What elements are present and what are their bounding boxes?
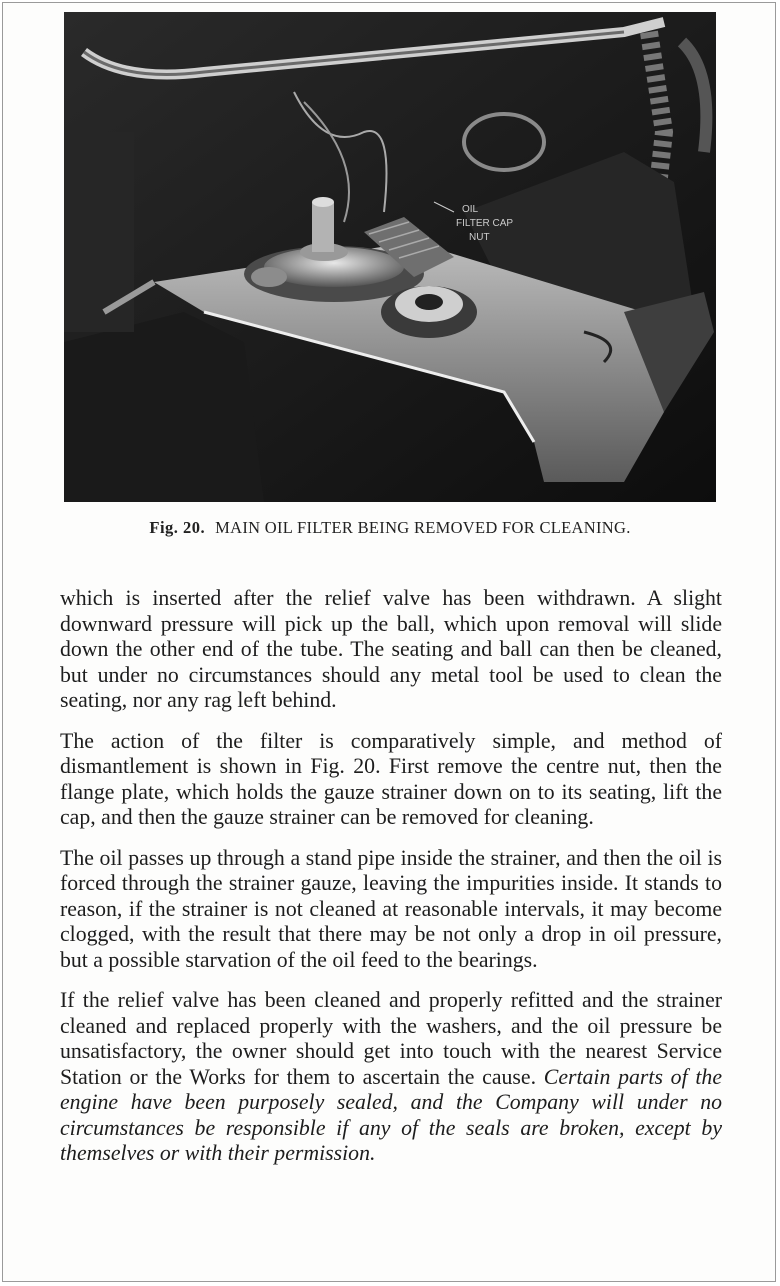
photo-label-line-3: NUT — [469, 232, 490, 243]
figure-caption-text: MAIN OIL FILTER BEING REMOVED FOR CLEANING. — [215, 518, 631, 537]
paragraph-4-italic: Certain parts of the engine have been purposely sealed, and the Company will under no circumstances be responsible if any of the seals are broken, except by themselves or with their permission. — [60, 1064, 722, 1165]
body-text — [60, 586, 722, 1182]
figure-label: Fig. 20. — [149, 518, 206, 537]
photo-label-line-1: OIL — [462, 204, 479, 215]
photo-label-line-2: FILTER CAP — [456, 218, 514, 229]
paragraph-1 — [60, 586, 722, 714]
paragraph-1-text: which is inserted after the relief valve has been withdrawn. A slight downward pressure will pick up the ball, which upon removal will slide down the other end of the tube. The seating and ball can then be cleaned, but under no circumstances should any metal tool be used to clean the seating, nor any rag left behind. — [60, 586, 722, 712]
paragraph-3 — [60, 846, 722, 974]
paragraph-2 — [60, 729, 722, 831]
figure-caption — [0, 518, 780, 538]
paragraph-2-text: The action of the filter is comparatively simple, and method of dismantlement is shown in Fig. 20. First remove the centre nut, then the flange plate, which holds the gauze strainer down on to its seating, lift the cap, and then the gauze strainer can be removed for cleaning. — [60, 728, 722, 829]
paragraph-4 — [60, 988, 722, 1167]
engine-photo — [64, 12, 716, 502]
paragraph-4-text: If the relief valve has been cleaned and properly refitted and the strainer cleaned and replaced properly with the washers, and the oil pressure be unsatisfactory, the owner should get into touch with the nearest Service Station or the Works for them to ascertain the cause. — [60, 988, 722, 1089]
paragraph-3-text: The oil passes up through a stand pipe inside the strainer, and then the oil is forced through the strainer gauze, leaving the impurities inside. It stands to reason, if the strainer is not cleaned at reasonable intervals, it may become clogged, with the result that there may be not only a drop in oil pressure, but a possible starvation of the oil feed to the bearings. — [60, 845, 722, 972]
